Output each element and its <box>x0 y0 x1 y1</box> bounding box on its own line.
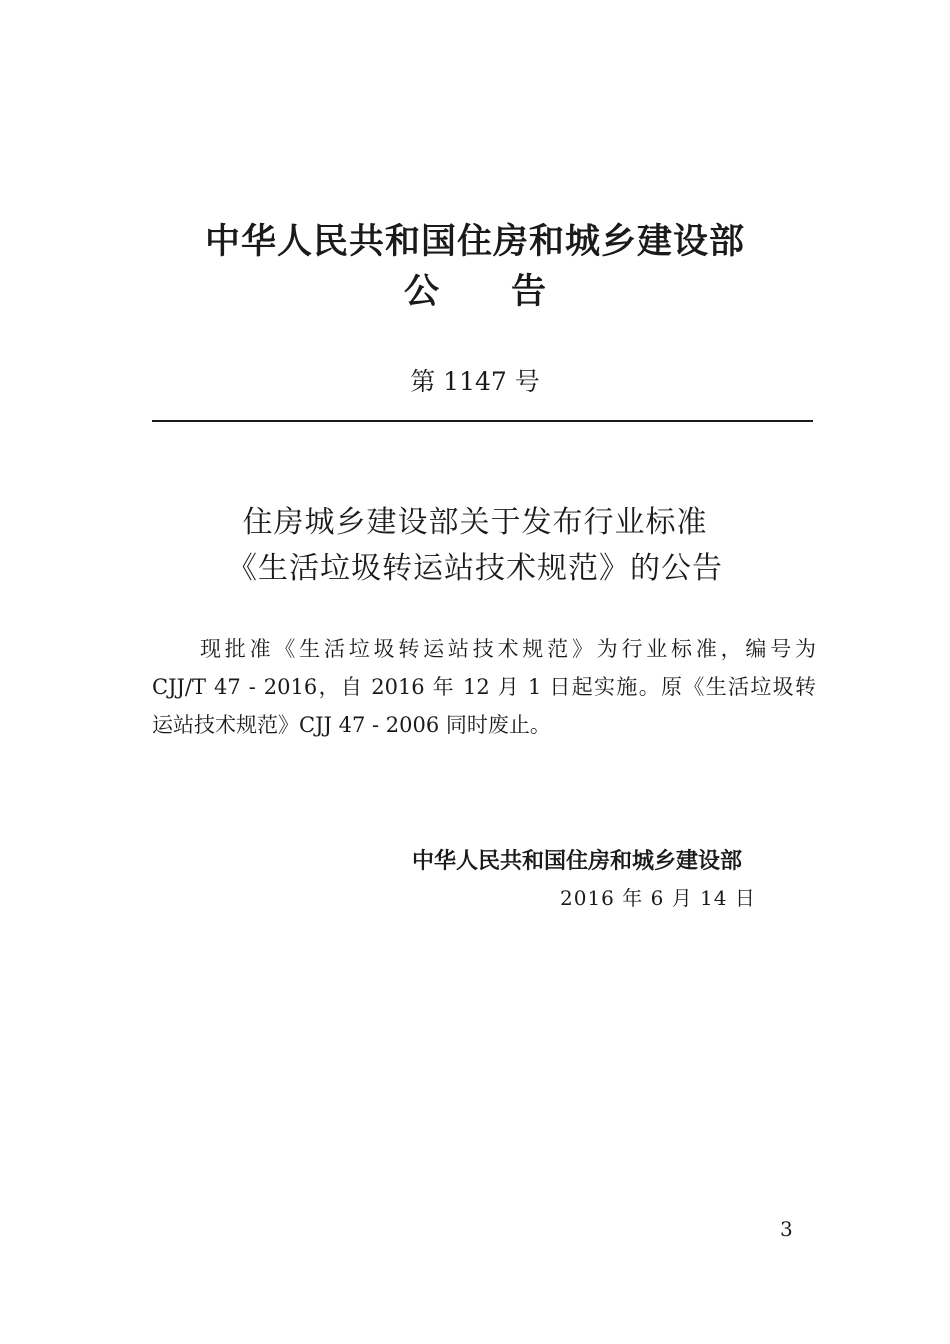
signature-organization: 中华人民共和国住房和城乡建设部 <box>412 849 743 874</box>
body-line-3: 运站技术规范》CJJ 47 - 2006 同时废止。 <box>152 713 551 737</box>
page-number: 3 <box>780 1217 793 1241</box>
header-divider <box>152 420 813 422</box>
document-type-title: 公告 <box>403 272 618 312</box>
announcement-body <box>152 630 816 744</box>
body-line-1: 现批准《生活垃圾转运站技术规范》为行业标准，编号为 <box>200 637 816 661</box>
subject-line-2: 《生活垃圾转运站技术规范》的公告 <box>227 551 723 586</box>
body-line-2: CJJ/T 47 - 2016，自 2016 年 12 月 1 日起实施。原《生活垃圾转 <box>152 675 816 699</box>
subject-line-1: 住房城乡建设部关于发布行业标准 <box>242 505 708 540</box>
document-number: 第 1147 号 <box>410 367 540 396</box>
announcement-subject <box>0 500 950 592</box>
issuer-title: 中华人民共和国住房和城乡建设部 <box>204 222 745 262</box>
signature-date: 2016 年 6 月 14 日 <box>560 886 756 910</box>
